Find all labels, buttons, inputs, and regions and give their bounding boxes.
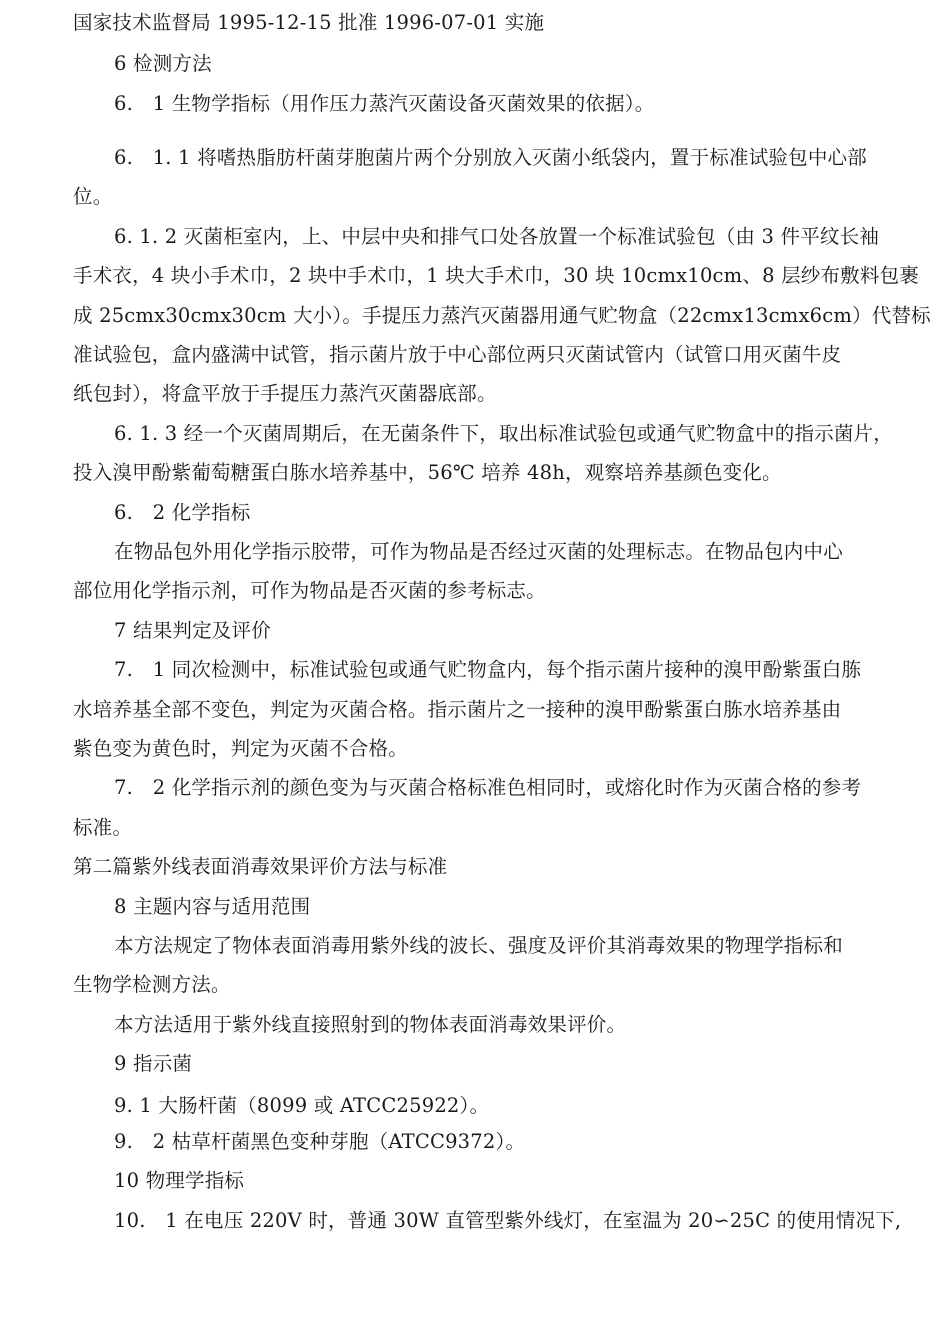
paragraph-line: 生物学检测方法。 (73, 973, 231, 996)
list-item: 9. 1 大肠杆菌（8099 或 ATCC25922）。 (114, 1094, 490, 1117)
paragraph-line: 成 25cmx30cmx30cm 大小）。手提压力蒸汽灭菌器用通气贮物盒（22cmx13cmx6cm）代替标 (73, 304, 931, 327)
paragraph-line: 本方法适用于紫外线直接照射到的物体表面消毒效果评价。 (114, 1013, 627, 1036)
paragraph-line: 纸包封），将盒平放于手提压力蒸汽灭菌器底部。 (73, 382, 497, 405)
paragraph-line: 本方法规定了物体表面消毒用紫外线的波长、强度及评价其消毒效果的物理学指标和 (114, 934, 843, 957)
paragraph-line: 紫色变为黄色时，判定为灭菌不合格。 (73, 737, 408, 760)
paragraph-line: 水培养基全部不变色，判定为灭菌合格。指示菌片之一接种的溴甲酚紫蛋白胨水培养基由 (73, 698, 842, 721)
section-heading: 6 检测方法 (114, 52, 212, 75)
paragraph-line: 投入溴甲酚紫葡萄糖蛋白胨水培养基中，56℃ 培养 48h，观察培养基颜色变化。 (73, 461, 782, 484)
paragraph-line: 部位用化学指示剂，可作为物品是否灭菌的参考标志。 (73, 579, 546, 602)
list-item: 9. 2 枯草杆菌黑色变种芽胞（ATCC9372）。 (114, 1130, 526, 1153)
section-heading: 9 指示菌 (114, 1052, 193, 1075)
paragraph-line: 位。 (73, 185, 113, 208)
section-heading: 7 结果判定及评价 (114, 619, 271, 642)
subsection-heading: 6. 1 生物学指标（用作压力蒸汽灭菌设备灭菌效果的依据）。 (114, 92, 655, 115)
paragraph-line: 6. 1. 3 经一个灭菌周期后，在无菌条件下，取出标准试验包或通气贮物盒中的指示菌片， (114, 422, 894, 445)
paragraph-line: 标准。 (73, 816, 133, 839)
paragraph-line: 7. 2 化学指示剂的颜色变为与灭菌合格标准色相同时，或熔化时作为灭菌合格的参考 (114, 776, 862, 799)
paragraph-line: 6. 1. 1 将嗜热脂肪杆菌芽胞菌片两个分别放入灭菌小纸袋内，置于标准试验包中心部 (114, 146, 867, 169)
subsection-heading: 6. 2 化学指标 (114, 501, 251, 524)
paragraph-line: 6. 1. 2 灭菌柜室内，上、中层中央和排气口处各放置一个标准试验包（由 3 件平纹长袖 (114, 225, 880, 248)
paragraph-line: 在物品包外用化学指示胶带，可作为物品是否经过灭菌的处理标志。在物品包内中心 (114, 540, 843, 563)
header-approval-line: 国家技术监督局 1995-12-15 批准 1996-07-01 实施 (73, 11, 545, 34)
paragraph-line: 手术衣，4 块小手术巾，2 块中手术巾，1 块大手术巾，30 块 10cmx10cm、8 层纱布敷料包裹 (73, 264, 919, 287)
section-heading: 10 物理学指标 (114, 1169, 245, 1192)
part-heading: 第二篇紫外线表面消毒效果评价方法与标准 (73, 855, 448, 878)
paragraph-line: 10. 1 在电压 220V 时，普通 30W 直管型紫外线灯，在室温为 20∽25C 的使用情况下, (114, 1209, 902, 1232)
section-heading: 8 主题内容与适用范围 (114, 895, 311, 918)
paragraph-line: 准试验包，盒内盛满中试管，指示菌片放于中心部位两只灭菌试管内（试管口用灭菌牛皮 (73, 343, 842, 366)
paragraph-line: 7. 1 同次检测中，标准试验包或通气贮物盒内，每个指示菌片接种的溴甲酚紫蛋白胨 (114, 658, 862, 681)
